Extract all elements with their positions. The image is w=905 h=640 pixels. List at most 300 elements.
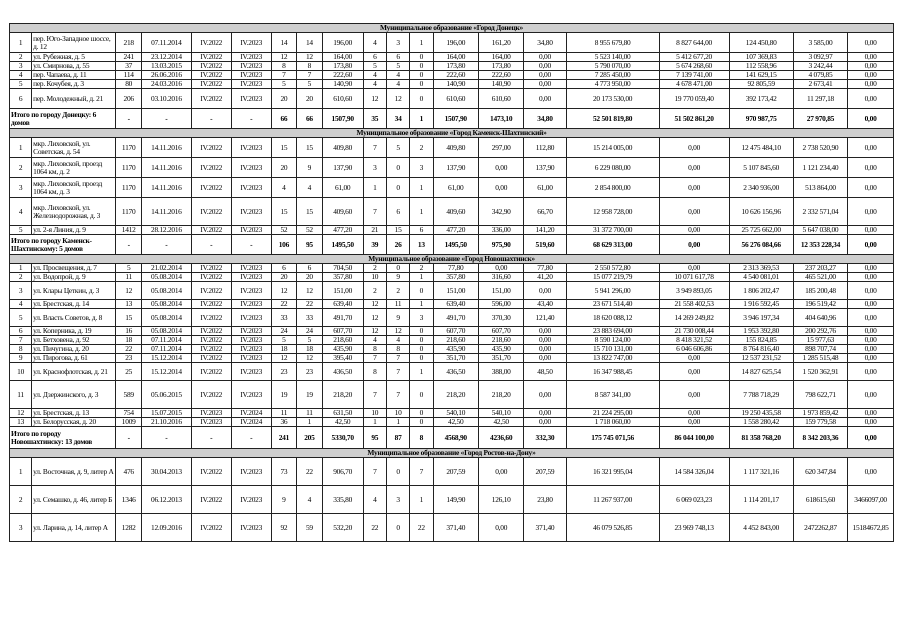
table-cell: 15 710 131,00 — [566, 345, 659, 354]
table-cell: IV.2023 — [231, 53, 271, 62]
table-cell: 342,90 — [478, 198, 523, 226]
address-cell: мкр. Лиховской, ул. Железнодорожная, д. 3 — [32, 198, 116, 226]
table-cell: 151,00 — [478, 282, 523, 300]
table-cell: IV.2022 — [191, 226, 231, 235]
table-cell: 9 — [386, 273, 409, 282]
table-cell: 0,00 — [848, 89, 894, 109]
table-cell: 1170 — [116, 138, 142, 158]
table-cell: 1 — [10, 33, 32, 53]
table-cell: 222,60 — [478, 71, 523, 80]
table-cell: 3 — [410, 158, 433, 178]
municipality-header — [10, 255, 894, 264]
table-cell: IV.2023 — [231, 309, 271, 327]
table-cell: IV.2022 — [191, 53, 231, 62]
table-row — [10, 300, 894, 309]
table-cell: 409,60 — [322, 198, 363, 226]
table-cell: IV.2022 — [191, 178, 231, 198]
table-cell: 10 626 156,96 — [729, 198, 793, 226]
table-cell: 200 292,76 — [793, 327, 847, 336]
table-cell: 0 — [410, 282, 433, 300]
total-cell: 12 353 228,34 — [793, 235, 847, 255]
table-cell: 0,00 — [524, 345, 566, 354]
table-cell: 2 — [10, 486, 32, 514]
table-cell: 0,00 — [848, 409, 894, 418]
table-cell: 34,80 — [524, 33, 566, 53]
table-cell: 3466097,00 — [848, 486, 894, 514]
table-cell: 3 — [10, 282, 32, 300]
table-cell: 351,70 — [478, 354, 523, 363]
table-cell: 173,80 — [433, 62, 478, 71]
table-cell: 477,20 — [433, 226, 478, 235]
table-cell: 218,20 — [478, 381, 523, 409]
total-row — [10, 235, 894, 255]
total-cell: 34 — [386, 109, 409, 129]
table-cell: 6 — [297, 264, 323, 273]
table-cell: IV.2022 — [191, 282, 231, 300]
table-cell: 0 — [410, 71, 433, 80]
table-cell: 28.12.2016 — [141, 226, 191, 235]
total-cell: 970 987,75 — [729, 109, 793, 129]
table-body — [10, 24, 894, 542]
table-cell: 8 — [297, 62, 323, 71]
table-cell: 3 946 197,34 — [729, 309, 793, 327]
table-cell: 126,10 — [478, 486, 523, 514]
table-cell: 24.03.2016 — [141, 80, 191, 89]
table-cell: 5 — [297, 336, 323, 345]
table-cell: 0,00 — [848, 264, 894, 273]
total-cell: 95 — [363, 427, 386, 449]
table-cell: 218,60 — [322, 336, 363, 345]
table-cell: 0 — [410, 345, 433, 354]
table-cell: 15.07.2015 — [141, 409, 191, 418]
table-cell: 540,10 — [478, 409, 523, 418]
table-cell: 0 — [410, 53, 433, 62]
total-cell: 86 044 100,00 — [659, 427, 729, 449]
table-cell: 222,60 — [433, 71, 478, 80]
total-cell: 1495,50 — [433, 235, 478, 255]
table-cell: 196,00 — [322, 33, 363, 53]
table-cell: 22 — [116, 345, 142, 354]
table-cell: 0,00 — [848, 226, 894, 235]
table-cell: IV.2023 — [231, 264, 271, 273]
table-cell: 7 — [271, 71, 297, 80]
table-cell: 4 079,85 — [793, 71, 847, 80]
table-cell: 5 — [10, 80, 32, 89]
table-cell: 22 — [271, 300, 297, 309]
table-cell: 2 — [10, 158, 32, 178]
table-cell: 388,00 — [478, 363, 523, 381]
table-cell: 7 — [410, 458, 433, 486]
table-cell: 532,20 — [322, 514, 363, 542]
total-cell: 0,00 — [848, 427, 894, 449]
table-cell: 23 883 694,00 — [566, 327, 659, 336]
table-cell: IV.2023 — [231, 345, 271, 354]
table-cell: IV.2022 — [191, 363, 231, 381]
table-cell: 0,00 — [659, 226, 729, 235]
table-cell: 121,40 — [524, 309, 566, 327]
table-cell: 5 412 677,20 — [659, 53, 729, 62]
table-cell: 1170 — [116, 178, 142, 198]
table-cell: 11 267 937,00 — [566, 486, 659, 514]
table-cell: 3 585,00 — [793, 33, 847, 53]
table-cell: 196 519,42 — [793, 300, 847, 309]
table-cell: 0 — [410, 381, 433, 409]
table-row — [10, 345, 894, 354]
address-cell: ул. Краснофлотская, д. 21 — [32, 363, 116, 381]
table-cell: 15.12.2014 — [141, 354, 191, 363]
table-cell: 8 827 644,00 — [659, 33, 729, 53]
table-cell: 7 788 718,29 — [729, 381, 793, 409]
table-cell: 5 — [116, 264, 142, 273]
total-cell: - — [231, 235, 271, 255]
table-cell: 3 242,44 — [793, 62, 847, 71]
table-cell: 0,00 — [848, 300, 894, 309]
table-cell: 0,00 — [524, 62, 566, 71]
table-cell: 20 — [271, 89, 297, 109]
address-cell: ул. Рубежная, д. 5 — [32, 53, 116, 62]
table-cell: 3 — [10, 178, 32, 198]
table-cell: 15 — [297, 198, 323, 226]
table-cell: 7 — [386, 363, 409, 381]
table-cell: 141,20 — [524, 226, 566, 235]
table-cell: 21 — [363, 226, 386, 235]
table-cell: 8 418 321,52 — [659, 336, 729, 345]
table-cell: 4 — [386, 71, 409, 80]
table-cell: 1 953 392,80 — [729, 327, 793, 336]
table-cell: 0,00 — [848, 198, 894, 226]
table-cell: 20 — [271, 273, 297, 282]
table-cell: 61,00 — [524, 178, 566, 198]
table-cell: 12 — [10, 409, 32, 418]
table-cell: 607,70 — [322, 327, 363, 336]
table-cell: 8 587 341,00 — [566, 381, 659, 409]
table-cell: 610,60 — [322, 89, 363, 109]
table-cell: 639,40 — [433, 300, 478, 309]
total-cell: 175 745 071,56 — [566, 427, 659, 449]
table-cell: 0 — [410, 327, 433, 336]
table-cell: 0,00 — [659, 363, 729, 381]
table-cell: IV.2022 — [191, 158, 231, 178]
table-cell: 1170 — [116, 198, 142, 226]
table-cell: 0,00 — [848, 138, 894, 158]
table-cell: 8 — [271, 62, 297, 71]
table-cell: 798 622,71 — [793, 381, 847, 409]
table-cell: 6 — [386, 53, 409, 62]
municipality-title: Муниципальное образование «Город Новошахтинск» — [10, 255, 894, 264]
table-cell: 0,00 — [848, 345, 894, 354]
address-cell: ул. Семашко, д. 46, литер Б — [32, 486, 116, 514]
table-cell: 06.12.2013 — [141, 486, 191, 514]
address-cell: ул. Ларина, д. 14, литер А — [32, 514, 116, 542]
table-row — [10, 273, 894, 282]
table-cell: 15184672,85 — [848, 514, 894, 542]
table-row — [10, 418, 894, 427]
table-cell: IV.2023 — [191, 409, 231, 418]
address-cell: ул. 2-я Линия, д. 9 — [32, 226, 116, 235]
table-cell: 0 — [410, 336, 433, 345]
table-cell: 21 558 402,53 — [659, 300, 729, 309]
table-cell: 42,50 — [478, 418, 523, 427]
table-cell: 1170 — [116, 158, 142, 178]
total-cell: 205 — [297, 427, 323, 449]
table-cell: 2 550 572,80 — [566, 264, 659, 273]
table-cell: 164,00 — [478, 53, 523, 62]
table-cell: 107 369,83 — [729, 53, 793, 62]
table-cell: IV.2023 — [231, 327, 271, 336]
table-cell: 26.06.2016 — [141, 71, 191, 80]
table-cell: 6 — [410, 226, 433, 235]
total-cell: 56 276 084,66 — [729, 235, 793, 255]
table-cell: 137,90 — [322, 158, 363, 178]
table-cell: 15 977,63 — [793, 336, 847, 345]
table-cell: 1009 — [116, 418, 142, 427]
table-row — [10, 198, 894, 226]
table-cell: 0 — [386, 158, 409, 178]
table-cell: 1 — [10, 458, 32, 486]
table-cell: 4 452 843,00 — [729, 514, 793, 542]
table-cell: 196,00 — [433, 33, 478, 53]
table-cell: 14.11.2016 — [141, 138, 191, 158]
total-cell: 1507,90 — [433, 109, 478, 129]
total-cell: 241 — [271, 427, 297, 449]
table-cell: 241 — [116, 53, 142, 62]
table-cell: 140,90 — [322, 80, 363, 89]
table-cell: 0,00 — [848, 309, 894, 327]
table-cell: 0,00 — [524, 409, 566, 418]
table-cell: 20 — [297, 89, 323, 109]
table-cell: 3 — [386, 33, 409, 53]
table-cell: 513 864,00 — [793, 178, 847, 198]
address-cell: ул. Пирогова, д. 61 — [32, 354, 116, 363]
table-cell: 7 — [363, 198, 386, 226]
table-cell: 12 958 728,00 — [566, 198, 659, 226]
table-cell: 23 — [116, 354, 142, 363]
table-cell: 05.08.2014 — [141, 273, 191, 282]
total-cell: - — [141, 109, 191, 129]
table-cell: 2 332 571,04 — [793, 198, 847, 226]
table-cell: 435,90 — [322, 345, 363, 354]
total-cell: - — [231, 109, 271, 129]
table-cell: 114 — [116, 71, 142, 80]
table-cell: 22 — [410, 514, 433, 542]
table-cell: 8 590 124,00 — [566, 336, 659, 345]
table-cell: 7 — [10, 336, 32, 345]
table-cell: 491,70 — [322, 309, 363, 327]
table-cell: 6 — [363, 53, 386, 62]
table-cell: 07.11.2014 — [141, 345, 191, 354]
table-cell: 540,10 — [433, 409, 478, 418]
table-cell: 1282 — [116, 514, 142, 542]
table-cell: 2 — [10, 273, 32, 282]
total-cell: - — [116, 235, 142, 255]
table-cell: 13 — [116, 300, 142, 309]
table-cell: 24 — [297, 327, 323, 336]
table-cell: 2 738 520,90 — [793, 138, 847, 158]
table-cell: 477,20 — [322, 226, 363, 235]
table-cell: 3 949 893,05 — [659, 282, 729, 300]
table-cell: 607,70 — [433, 327, 478, 336]
total-cell: 1507,90 — [322, 109, 363, 129]
table-cell: IV.2023 — [231, 158, 271, 178]
table-cell: 218,20 — [433, 381, 478, 409]
table-cell: 15 — [271, 198, 297, 226]
table-row — [10, 226, 894, 235]
total-cell: 95 — [297, 235, 323, 255]
table-cell: 8 — [363, 345, 386, 354]
table-row — [10, 158, 894, 178]
table-cell: 3 — [363, 158, 386, 178]
table-cell: IV.2022 — [191, 381, 231, 409]
address-cell: ул. Восточная, д. 9, литер А — [32, 458, 116, 486]
table-cell: 0 — [410, 354, 433, 363]
table-cell: 05.08.2014 — [141, 300, 191, 309]
address-cell: ул. Брестская, д. 13 — [32, 409, 116, 418]
table-cell: 5 107 845,60 — [729, 158, 793, 178]
total-cell: 68 629 313,00 — [566, 235, 659, 255]
table-cell: 10 071 617,78 — [659, 273, 729, 282]
table-cell: 1 — [410, 273, 433, 282]
address-cell: ул. Бетховена, д. 92 — [32, 336, 116, 345]
table-cell: 1 — [410, 300, 433, 309]
table-cell: 16 — [116, 327, 142, 336]
table-cell: IV.2023 — [231, 138, 271, 158]
table-cell: 0,00 — [478, 264, 523, 273]
table-cell: 5 — [10, 309, 32, 327]
table-cell: 0 — [386, 514, 409, 542]
table-cell: 8 955 679,80 — [566, 33, 659, 53]
table-cell: 4 773 950,00 — [566, 80, 659, 89]
table-cell: 7 139 741,00 — [659, 71, 729, 80]
table-cell: IV.2022 — [191, 514, 231, 542]
table-cell: 0,00 — [659, 409, 729, 418]
table-cell: 6 — [10, 89, 32, 109]
table-cell: 4 — [386, 336, 409, 345]
table-cell: 92 805,59 — [729, 80, 793, 89]
table-cell: 1 718 060,00 — [566, 418, 659, 427]
table-cell: IV.2024 — [231, 418, 271, 427]
address-cell: ул. Водопрой, д. 9 — [32, 273, 116, 282]
table-row — [10, 363, 894, 381]
table-cell: 1 — [410, 198, 433, 226]
table-row — [10, 486, 894, 514]
table-cell: 173,80 — [478, 62, 523, 71]
table-row — [10, 282, 894, 300]
table-cell: 476 — [116, 458, 142, 486]
table-cell: 36 — [271, 418, 297, 427]
table-cell: IV.2023 — [231, 198, 271, 226]
table-cell: 704,50 — [322, 264, 363, 273]
table-cell: 1 — [410, 33, 433, 53]
table-cell: 23 — [297, 363, 323, 381]
table-cell: IV.2023 — [231, 363, 271, 381]
table-cell: 11 — [297, 409, 323, 418]
table-cell: 31 372 700,00 — [566, 226, 659, 235]
table-cell: 0,00 — [659, 264, 729, 273]
table-cell: 137,90 — [433, 158, 478, 178]
total-cell: 975,90 — [478, 235, 523, 255]
table-cell: 0 — [386, 264, 409, 273]
table-cell: 20 — [271, 158, 297, 178]
table-cell: 7 — [386, 354, 409, 363]
table-cell: 11 — [386, 300, 409, 309]
table-cell: 25 — [116, 363, 142, 381]
table-cell: 15 — [116, 309, 142, 327]
table-cell: 21.02.2014 — [141, 264, 191, 273]
table-cell: IV.2023 — [231, 458, 271, 486]
table-cell: 491,70 — [433, 309, 478, 327]
table-cell: 392 173,42 — [729, 89, 793, 109]
address-cell: мкр. Лиховской, ул. Советская, д. 54 — [32, 138, 116, 158]
table-cell: 5 790 070,00 — [566, 62, 659, 71]
table-cell: 43,40 — [524, 300, 566, 309]
table-cell: IV.2022 — [191, 198, 231, 226]
table-cell: IV.2024 — [231, 409, 271, 418]
table-cell: 6 — [10, 327, 32, 336]
table-cell: 13 822 747,00 — [566, 354, 659, 363]
address-cell: ул. Клары Цеткин, д. 3 — [32, 282, 116, 300]
total-cell: - — [141, 235, 191, 255]
table-cell: 0,00 — [478, 178, 523, 198]
total-cell: 1473,10 — [478, 109, 523, 129]
table-cell: IV.2023 — [231, 514, 271, 542]
table-cell: 9 — [271, 486, 297, 514]
table-cell: 33 — [297, 309, 323, 327]
table-cell: 151,00 — [433, 282, 478, 300]
table-cell: 164,00 — [433, 53, 478, 62]
table-cell: 7 — [363, 381, 386, 409]
total-cell: 66 — [271, 109, 297, 129]
table-cell: IV.2023 — [231, 354, 271, 363]
table-cell: 0,00 — [478, 514, 523, 542]
table-cell: 0,00 — [659, 381, 729, 409]
table-cell: 0,00 — [659, 354, 729, 363]
table-cell: 16 321 995,04 — [566, 458, 659, 486]
table-cell: 0,00 — [478, 458, 523, 486]
table-cell: 15 — [386, 226, 409, 235]
table-cell: 0,00 — [848, 80, 894, 89]
address-cell: пер. Юго-Западное шоссе, д. 12 — [32, 33, 116, 53]
table-cell: IV.2022 — [191, 300, 231, 309]
table-cell: 218,20 — [322, 381, 363, 409]
table-cell: IV.2023 — [231, 71, 271, 80]
table-cell: 15 — [271, 138, 297, 158]
table-row — [10, 409, 894, 418]
table-cell: 12 — [297, 53, 323, 62]
table-cell: 5 — [386, 138, 409, 158]
table-cell: 2 313 369,53 — [729, 264, 793, 273]
table-cell: 19 770 059,40 — [659, 89, 729, 109]
total-cell: 5330,70 — [322, 427, 363, 449]
table-cell: 18 — [116, 336, 142, 345]
table-cell: 639,40 — [322, 300, 363, 309]
total-cell: 519,60 — [524, 235, 566, 255]
total-cell: 4236,60 — [478, 427, 523, 449]
table-cell: 7 — [386, 381, 409, 409]
table-cell: 409,80 — [433, 138, 478, 158]
table-cell: 10 — [386, 409, 409, 418]
table-cell: IV.2022 — [191, 80, 231, 89]
table-cell: 66,70 — [524, 198, 566, 226]
table-cell: IV.2022 — [191, 327, 231, 336]
table-cell: 6 069 023,23 — [659, 486, 729, 514]
table-cell: 1346 — [116, 486, 142, 514]
address-cell: пер. Чапаева, д. 11 — [32, 71, 116, 80]
table-cell: 23,80 — [524, 486, 566, 514]
table-cell: 5 — [297, 80, 323, 89]
address-cell: ул. Просвещения, д. 7 — [32, 264, 116, 273]
table-cell: 4 540 081,01 — [729, 273, 793, 282]
table-cell: 0,00 — [848, 158, 894, 178]
